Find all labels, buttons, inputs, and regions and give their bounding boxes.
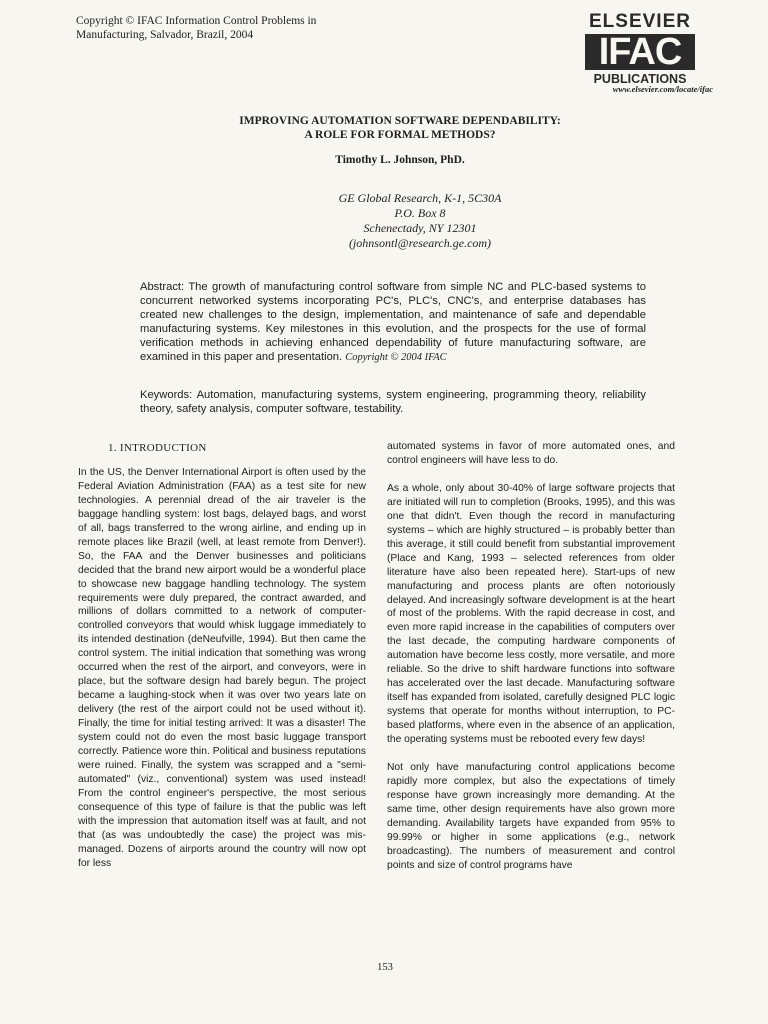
right-column <box>387 440 675 887</box>
keywords: Keywords: Automation, manufacturing systems, system engineering, programming theory, reliability theory, safety analysis, computer software, testability. <box>140 389 646 416</box>
abstract <box>140 280 646 366</box>
page-number: 153 <box>377 962 393 973</box>
abstract-text: Abstract: The growth of manufacturing control software from simple NC and PLC-based systems to concurrent networked systems incorporating PC's, PLC's, CNC's, and enterprise databases has created new challenges to the design, implementation, and maintenance of safe and dependable manufacturing systems. Key milestones in this evolution, and the prospects for the use of formal verification methods in achieving enhanced dependability of future manufacturing software, are examined in this paper and presentation. <box>140 281 646 364</box>
logo-publications: PUBLICATIONS <box>593 72 687 86</box>
affiliation-line-1: GE Global Research, K-1, 5C30A <box>338 191 502 205</box>
title-line-2: A ROLE FOR FORMAL METHODS? <box>304 129 496 141</box>
body-paragraph: automated systems in favor of more automated ones, and control engineers will have less to do. <box>387 441 675 466</box>
body-paragraph: As a whole, only about 30-40% of large software projects that are initiated will run to completion (Brooks, 1995), and this was one that didn't. Even though the record in manufacturing systems – which are highly structured – is probably better than this average, it still could benefit from substantial improvement (Place and Kang, 1993 – selected references from older literature have also been repeated here). Start-ups of new manufacturing and process plants are often notoriously delayed. And increasingly software development is at the heart of most of the problems. With the rapid decrease in cost, and even more rapid increase in the capabilities of computers over the last decade, the computing hardware components of automation have become less costly, more versatile, and more reliable. So the drive to shift hardware functions into software has accelerated over the last decade. Manufacturing software itself has expanded from isolated, carefully designed PLC logic systems that operate for months without interruption, to PC-based platforms, where even in the absence of an application, the operating systems must be rebooted every few days! <box>387 482 675 746</box>
author-name: Timothy L. Johnson, PhD. <box>335 154 465 166</box>
section-heading: 1. INTRODUCTION <box>108 442 207 454</box>
affiliation-line-3: Schenectady, NY 12301 <box>363 221 477 235</box>
abstract-copyright: Copyright © 2004 IFAC <box>345 352 447 364</box>
body-paragraph: Not only have manufacturing control applications become rapidly more complex, but also the expectations of timely response have grown increasingly more demanding. At the same time, other design requirements have also grown more demanding. Availability targets have expanded from 95% to 99.99% or higher in some applications (e.g., network broadcasting). The numbers of measurement and control points and size of control programs have <box>387 762 675 871</box>
logo-ifac: IFAC <box>585 34 695 70</box>
left-column <box>78 440 366 885</box>
publisher-url: www.elsevier.com/locate/ifac <box>612 84 713 94</box>
logo-elsevier: ELSEVIER <box>589 11 691 32</box>
copyright-line-1: Copyright © IFAC Information Control Problems in <box>76 15 317 27</box>
affiliation-line-2: P.O. Box 8 <box>394 206 446 220</box>
copyright-line-2: Manufacturing, Salvador, Brazil, 2004 <box>76 29 254 41</box>
body-paragraph: In the US, the Denver International Airport is often used by the Federal Aviation Administration (FAA) as a test site for new technologies. A perennial dread of the air traveler is the baggage handling system: lost bags, delayed bags, and worst of all, bags transferred to the wrong airline, and ending up in remote places like Brazil (well, at least remote from Denver!). So, the FAA and the Denver businesses and politicians decided that the brand new airport would be a wonderful place to showcase new baggage handling technology. The system requirements were duly prepared, the contract awarded, and millions of dollars committed to a network of computer-controlled conveyors that would whisk luggage immediately to its intended destination (deNeufville, 1994). But then came the control system. The initial indication that something was wrong occurred when the rest of the airport, and conveyors, were in place, but the software design had barely begun. The project became a laughing-stock when it was over two years late on delivery (the rest of the airport could not be used without it). Finally, the time for initial testing arrived: It was a disaster! The system could not do even the most basic luggage transport correctly. Patience wore thin. Political and business reputations were ruined. Finally, the system was scrapped and a "semi-automated" (viz., conventional) system was used instead! From the control engineer's perspective, the most serious consequence of this type of failure is that the public was left with the impression that automation itself was at fault, and not that (as was undoubtedly the case) the project was mis-managed. Dozens of airports around the country will now opt for less <box>78 466 366 869</box>
affiliation-line-4: (johnsontl@research.ge.com) <box>348 236 492 250</box>
paper-title <box>150 114 650 142</box>
copyright-notice <box>76 14 376 42</box>
title-line-1: IMPROVING AUTOMATION SOFTWARE DEPENDABILITY: <box>239 115 561 127</box>
author-affiliation <box>230 191 610 251</box>
publisher-logo <box>585 12 695 86</box>
